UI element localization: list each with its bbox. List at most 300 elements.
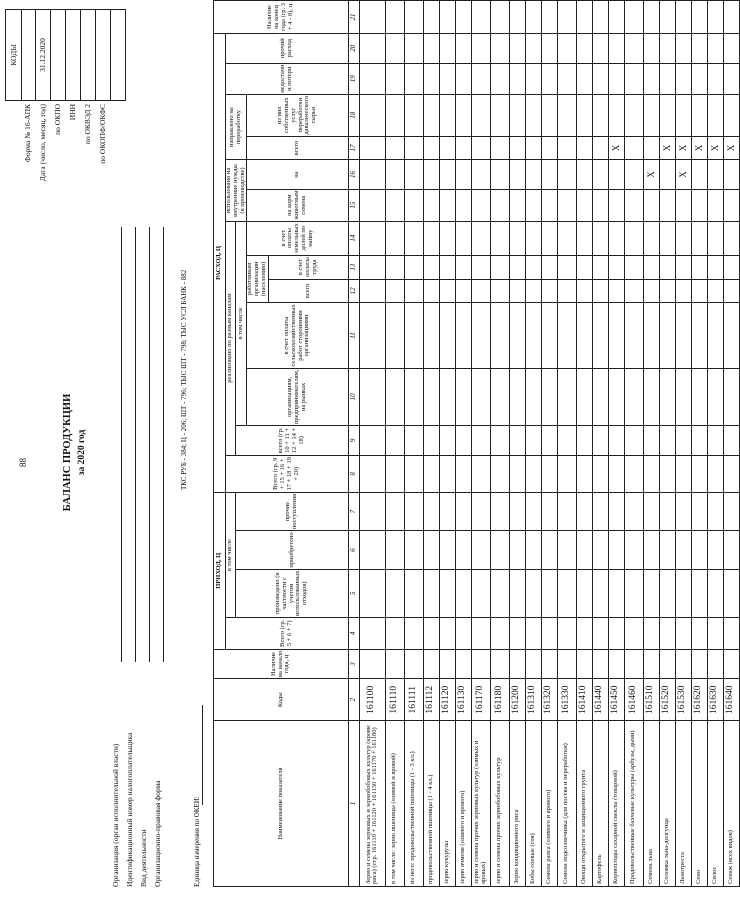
data-cell[interactable] — [509, 94, 525, 136]
data-cell[interactable] — [659, 63, 675, 94]
data-cell[interactable] — [509, 160, 525, 189]
data-cell[interactable] — [490, 618, 509, 650]
data-cell[interactable] — [608, 455, 624, 492]
data-cell[interactable] — [723, 189, 739, 221]
data-cell[interactable] — [592, 492, 608, 530]
data-cell[interactable] — [691, 255, 707, 279]
data-cell[interactable] — [541, 160, 557, 189]
data-cell[interactable] — [541, 94, 557, 136]
data-cell[interactable] — [723, 160, 739, 189]
data-cell[interactable] — [643, 455, 659, 492]
data-cell[interactable] — [608, 63, 624, 94]
data-cell[interactable] — [509, 33, 525, 63]
data-cell[interactable] — [723, 63, 739, 94]
data-cell[interactable] — [471, 279, 490, 303]
data-cell[interactable] — [691, 492, 707, 530]
data-cell[interactable] — [439, 649, 455, 679]
data-cell[interactable] — [557, 136, 576, 160]
data-cell[interactable] — [359, 426, 385, 456]
data-cell[interactable] — [643, 368, 659, 425]
data-cell[interactable] — [624, 279, 643, 303]
data-cell[interactable] — [423, 492, 439, 530]
data-cell[interactable] — [525, 94, 541, 136]
data-cell[interactable] — [592, 94, 608, 136]
data-cell[interactable] — [624, 160, 643, 189]
data-cell[interactable] — [541, 618, 557, 650]
org-field-line[interactable] — [149, 227, 150, 662]
data-cell[interactable] — [691, 531, 707, 569]
data-cell[interactable] — [707, 279, 723, 303]
data-cell[interactable] — [643, 649, 659, 679]
data-cell[interactable] — [608, 569, 624, 617]
data-cell[interactable] — [490, 94, 509, 136]
data-cell[interactable] — [359, 492, 385, 530]
data-cell[interactable] — [385, 189, 404, 221]
data-cell[interactable] — [385, 618, 404, 650]
data-cell[interactable] — [624, 455, 643, 492]
data-cell[interactable] — [404, 649, 423, 679]
data-cell[interactable] — [659, 618, 675, 650]
data-cell[interactable] — [659, 569, 675, 617]
data-cell[interactable] — [541, 303, 557, 368]
data-cell[interactable] — [691, 160, 707, 189]
data-cell[interactable] — [455, 136, 471, 160]
data-cell[interactable] — [439, 136, 455, 160]
data-cell[interactable] — [359, 33, 385, 63]
data-cell[interactable] — [643, 569, 659, 617]
data-cell[interactable] — [385, 63, 404, 94]
data-cell[interactable] — [455, 189, 471, 221]
data-cell[interactable] — [471, 189, 490, 221]
data-cell[interactable] — [541, 255, 557, 279]
data-cell[interactable] — [423, 94, 439, 136]
data-cell[interactable] — [455, 426, 471, 456]
data-cell[interactable] — [455, 160, 471, 189]
data-cell[interactable] — [576, 279, 592, 303]
data-cell[interactable] — [423, 160, 439, 189]
data-cell[interactable] — [404, 303, 423, 368]
data-cell[interactable] — [471, 303, 490, 368]
data-cell[interactable] — [509, 649, 525, 679]
data-cell[interactable] — [439, 455, 455, 492]
data-cell[interactable] — [471, 492, 490, 530]
data-cell[interactable] — [576, 303, 592, 368]
data-cell[interactable] — [675, 368, 691, 425]
data-cell[interactable] — [723, 531, 739, 569]
data-cell[interactable] — [691, 189, 707, 221]
data-cell[interactable] — [723, 569, 739, 617]
data-cell[interactable] — [691, 455, 707, 492]
data-cell[interactable] — [471, 368, 490, 425]
data-cell[interactable] — [557, 33, 576, 63]
data-cell[interactable] — [608, 649, 624, 679]
org-field-line[interactable] — [135, 227, 136, 662]
data-cell[interactable] — [659, 492, 675, 530]
data-cell[interactable] — [455, 255, 471, 279]
data-cell[interactable] — [385, 368, 404, 425]
data-cell[interactable] — [557, 255, 576, 279]
data-cell[interactable] — [385, 1, 404, 34]
data-cell[interactable] — [723, 492, 739, 530]
data-cell[interactable] — [423, 649, 439, 679]
data-cell[interactable] — [439, 1, 455, 34]
data-cell[interactable] — [608, 1, 624, 34]
data-cell[interactable] — [471, 569, 490, 617]
data-cell[interactable] — [643, 531, 659, 569]
data-cell[interactable] — [541, 221, 557, 255]
data-cell[interactable] — [707, 221, 723, 255]
data-cell[interactable] — [404, 160, 423, 189]
data-cell[interactable] — [509, 492, 525, 530]
data-cell[interactable] — [423, 368, 439, 425]
data-cell[interactable] — [439, 279, 455, 303]
data-cell[interactable] — [707, 160, 723, 189]
data-cell[interactable] — [455, 63, 471, 94]
data-cell[interactable] — [659, 189, 675, 221]
data-cell[interactable] — [675, 426, 691, 456]
data-cell[interactable] — [592, 255, 608, 279]
data-cell[interactable] — [423, 279, 439, 303]
data-cell[interactable] — [385, 649, 404, 679]
data-cell[interactable] — [675, 279, 691, 303]
data-cell[interactable] — [557, 426, 576, 456]
data-cell[interactable] — [707, 531, 723, 569]
data-cell[interactable] — [576, 63, 592, 94]
data-cell[interactable] — [643, 255, 659, 279]
data-cell[interactable] — [691, 303, 707, 368]
data-cell[interactable] — [439, 569, 455, 617]
data-cell[interactable] — [359, 189, 385, 221]
data-cell[interactable] — [659, 303, 675, 368]
data-cell[interactable] — [525, 160, 541, 189]
data-cell[interactable] — [359, 455, 385, 492]
data-cell[interactable] — [525, 531, 541, 569]
data-cell[interactable] — [541, 1, 557, 34]
data-cell[interactable] — [624, 368, 643, 425]
data-cell[interactable] — [576, 649, 592, 679]
data-cell[interactable] — [691, 569, 707, 617]
data-cell[interactable] — [541, 279, 557, 303]
data-cell[interactable] — [624, 531, 643, 569]
data-cell[interactable] — [509, 569, 525, 617]
data-cell[interactable] — [385, 492, 404, 530]
data-cell[interactable] — [455, 94, 471, 136]
data-cell[interactable] — [525, 1, 541, 34]
data-cell[interactable] — [675, 189, 691, 221]
data-cell[interactable] — [643, 279, 659, 303]
data-cell[interactable] — [643, 189, 659, 221]
data-cell[interactable] — [439, 255, 455, 279]
data-cell[interactable] — [490, 303, 509, 368]
data-cell[interactable] — [490, 492, 509, 530]
data-cell[interactable] — [643, 492, 659, 530]
data-cell[interactable] — [576, 1, 592, 34]
data-cell[interactable] — [471, 160, 490, 189]
data-cell[interactable] — [691, 221, 707, 255]
data-cell[interactable] — [404, 455, 423, 492]
data-cell[interactable] — [707, 368, 723, 425]
data-cell[interactable] — [455, 492, 471, 530]
data-cell[interactable] — [691, 618, 707, 650]
data-cell[interactable] — [624, 189, 643, 221]
data-cell[interactable] — [404, 618, 423, 650]
data-cell[interactable] — [509, 303, 525, 368]
data-cell[interactable] — [509, 455, 525, 492]
data-cell[interactable] — [359, 368, 385, 425]
data-cell[interactable] — [541, 492, 557, 530]
data-cell[interactable] — [675, 569, 691, 617]
data-cell[interactable] — [576, 94, 592, 136]
data-cell[interactable] — [576, 221, 592, 255]
data-cell[interactable] — [455, 368, 471, 425]
data-cell[interactable] — [525, 426, 541, 456]
data-cell[interactable] — [439, 221, 455, 255]
data-cell[interactable] — [675, 94, 691, 136]
data-cell[interactable] — [490, 1, 509, 34]
data-cell[interactable] — [509, 531, 525, 569]
data-cell[interactable] — [359, 569, 385, 617]
data-cell[interactable] — [385, 94, 404, 136]
data-cell[interactable] — [471, 221, 490, 255]
data-cell[interactable] — [557, 189, 576, 221]
data-cell[interactable] — [490, 649, 509, 679]
data-cell[interactable] — [490, 426, 509, 456]
data-cell[interactable] — [471, 255, 490, 279]
data-cell[interactable] — [439, 492, 455, 530]
data-cell[interactable] — [643, 618, 659, 650]
data-cell[interactable] — [423, 618, 439, 650]
data-cell[interactable] — [404, 33, 423, 63]
data-cell[interactable] — [576, 33, 592, 63]
data-cell[interactable] — [541, 136, 557, 160]
data-cell[interactable] — [404, 94, 423, 136]
data-cell[interactable] — [659, 426, 675, 456]
data-cell[interactable] — [643, 63, 659, 94]
data-cell[interactable] — [439, 531, 455, 569]
data-cell[interactable] — [557, 94, 576, 136]
data-cell[interactable] — [659, 160, 675, 189]
data-cell[interactable] — [675, 255, 691, 279]
data-cell[interactable] — [723, 455, 739, 492]
data-cell[interactable] — [423, 33, 439, 63]
data-cell[interactable] — [509, 618, 525, 650]
data-cell[interactable] — [576, 492, 592, 530]
data-cell[interactable] — [723, 1, 739, 34]
data-cell[interactable] — [439, 94, 455, 136]
data-cell[interactable] — [509, 1, 525, 34]
data-cell[interactable] — [557, 492, 576, 530]
data-cell[interactable] — [490, 63, 509, 94]
data-cell[interactable] — [576, 426, 592, 456]
data-cell[interactable] — [592, 63, 608, 94]
data-cell[interactable] — [423, 303, 439, 368]
data-cell[interactable] — [723, 33, 739, 63]
data-cell[interactable] — [541, 649, 557, 679]
data-cell[interactable] — [675, 492, 691, 530]
data-cell[interactable] — [541, 63, 557, 94]
data-cell[interactable] — [624, 569, 643, 617]
data-cell[interactable] — [404, 136, 423, 160]
data-cell[interactable] — [490, 455, 509, 492]
data-cell[interactable] — [608, 160, 624, 189]
data-cell[interactable] — [608, 255, 624, 279]
data-cell[interactable] — [439, 426, 455, 456]
data-cell[interactable] — [608, 531, 624, 569]
data-cell[interactable] — [423, 569, 439, 617]
data-cell[interactable] — [541, 531, 557, 569]
data-cell[interactable] — [359, 279, 385, 303]
data-cell[interactable] — [624, 63, 643, 94]
data-cell[interactable] — [608, 189, 624, 221]
data-cell[interactable] — [659, 455, 675, 492]
data-cell[interactable] — [404, 531, 423, 569]
data-cell[interactable] — [385, 221, 404, 255]
data-cell[interactable] — [359, 221, 385, 255]
data-cell[interactable] — [576, 189, 592, 221]
data-cell[interactable] — [707, 94, 723, 136]
data-cell[interactable] — [509, 255, 525, 279]
data-cell[interactable] — [592, 221, 608, 255]
data-cell[interactable] — [490, 189, 509, 221]
data-cell[interactable] — [359, 255, 385, 279]
data-cell[interactable] — [404, 221, 423, 255]
data-cell[interactable] — [423, 221, 439, 255]
data-cell[interactable] — [541, 189, 557, 221]
data-cell[interactable] — [525, 618, 541, 650]
data-cell[interactable] — [659, 1, 675, 34]
data-cell[interactable] — [592, 279, 608, 303]
data-cell[interactable] — [471, 33, 490, 63]
data-cell[interactable] — [404, 492, 423, 530]
data-cell[interactable] — [624, 1, 643, 34]
data-cell[interactable] — [592, 455, 608, 492]
data-cell[interactable] — [423, 136, 439, 160]
data-cell[interactable] — [423, 63, 439, 94]
data-cell[interactable] — [576, 136, 592, 160]
data-cell[interactable] — [385, 531, 404, 569]
data-cell[interactable] — [723, 618, 739, 650]
data-cell[interactable] — [471, 455, 490, 492]
data-cell[interactable] — [557, 303, 576, 368]
data-cell[interactable] — [691, 63, 707, 94]
data-cell[interactable] — [707, 618, 723, 650]
data-cell[interactable] — [608, 618, 624, 650]
data-cell[interactable] — [576, 368, 592, 425]
data-cell[interactable] — [359, 136, 385, 160]
data-cell[interactable] — [423, 255, 439, 279]
data-cell[interactable] — [624, 221, 643, 255]
data-cell[interactable] — [608, 33, 624, 63]
data-cell[interactable] — [624, 426, 643, 456]
data-cell[interactable] — [592, 569, 608, 617]
data-cell[interactable] — [659, 33, 675, 63]
data-cell[interactable] — [404, 368, 423, 425]
data-cell[interactable] — [557, 1, 576, 34]
data-cell[interactable] — [723, 426, 739, 456]
data-cell[interactable] — [490, 136, 509, 160]
data-cell[interactable] — [471, 1, 490, 34]
data-cell[interactable] — [385, 136, 404, 160]
data-cell[interactable] — [471, 531, 490, 569]
data-cell[interactable] — [675, 455, 691, 492]
data-cell[interactable] — [723, 649, 739, 679]
data-cell[interactable] — [423, 455, 439, 492]
data-cell[interactable] — [509, 221, 525, 255]
data-cell[interactable] — [675, 618, 691, 650]
data-cell[interactable] — [439, 618, 455, 650]
data-cell[interactable] — [707, 255, 723, 279]
data-cell[interactable] — [490, 255, 509, 279]
data-cell[interactable] — [608, 279, 624, 303]
data-cell[interactable] — [624, 618, 643, 650]
data-cell[interactable] — [525, 221, 541, 255]
data-cell[interactable] — [423, 426, 439, 456]
data-cell[interactable] — [659, 531, 675, 569]
data-cell[interactable] — [643, 33, 659, 63]
data-cell[interactable] — [675, 303, 691, 368]
data-cell[interactable] — [439, 33, 455, 63]
data-cell[interactable] — [439, 303, 455, 368]
data-cell[interactable] — [423, 531, 439, 569]
data-cell[interactable] — [455, 455, 471, 492]
data-cell[interactable] — [624, 33, 643, 63]
data-cell[interactable] — [675, 221, 691, 255]
data-cell[interactable] — [490, 221, 509, 255]
data-cell[interactable] — [509, 189, 525, 221]
data-cell[interactable] — [455, 618, 471, 650]
data-cell[interactable] — [404, 189, 423, 221]
data-cell[interactable] — [691, 94, 707, 136]
data-cell[interactable] — [490, 569, 509, 617]
data-cell[interactable] — [659, 368, 675, 425]
data-cell[interactable] — [643, 136, 659, 160]
data-cell[interactable] — [608, 368, 624, 425]
data-cell[interactable] — [608, 221, 624, 255]
data-cell[interactable] — [691, 33, 707, 63]
data-cell[interactable] — [525, 136, 541, 160]
data-cell[interactable] — [471, 63, 490, 94]
data-cell[interactable] — [385, 569, 404, 617]
data-cell[interactable] — [455, 531, 471, 569]
data-cell[interactable] — [404, 426, 423, 456]
data-cell[interactable] — [525, 255, 541, 279]
data-cell[interactable] — [525, 303, 541, 368]
data-cell[interactable] — [525, 279, 541, 303]
data-cell[interactable] — [455, 221, 471, 255]
data-cell[interactable] — [691, 426, 707, 456]
okei-field[interactable] — [193, 705, 203, 805]
data-cell[interactable] — [385, 455, 404, 492]
data-cell[interactable] — [576, 531, 592, 569]
data-cell[interactable] — [509, 279, 525, 303]
data-cell[interactable] — [576, 455, 592, 492]
data-cell[interactable] — [723, 303, 739, 368]
data-cell[interactable] — [359, 618, 385, 650]
data-cell[interactable] — [525, 33, 541, 63]
data-cell[interactable] — [691, 1, 707, 34]
data-cell[interactable] — [643, 94, 659, 136]
data-cell[interactable] — [525, 455, 541, 492]
data-cell[interactable] — [525, 368, 541, 425]
data-cell[interactable] — [675, 63, 691, 94]
data-cell[interactable] — [385, 426, 404, 456]
data-cell[interactable] — [592, 160, 608, 189]
data-cell[interactable] — [490, 368, 509, 425]
data-cell[interactable] — [423, 1, 439, 34]
data-cell[interactable] — [439, 63, 455, 94]
data-cell[interactable] — [404, 1, 423, 34]
data-cell[interactable] — [525, 492, 541, 530]
